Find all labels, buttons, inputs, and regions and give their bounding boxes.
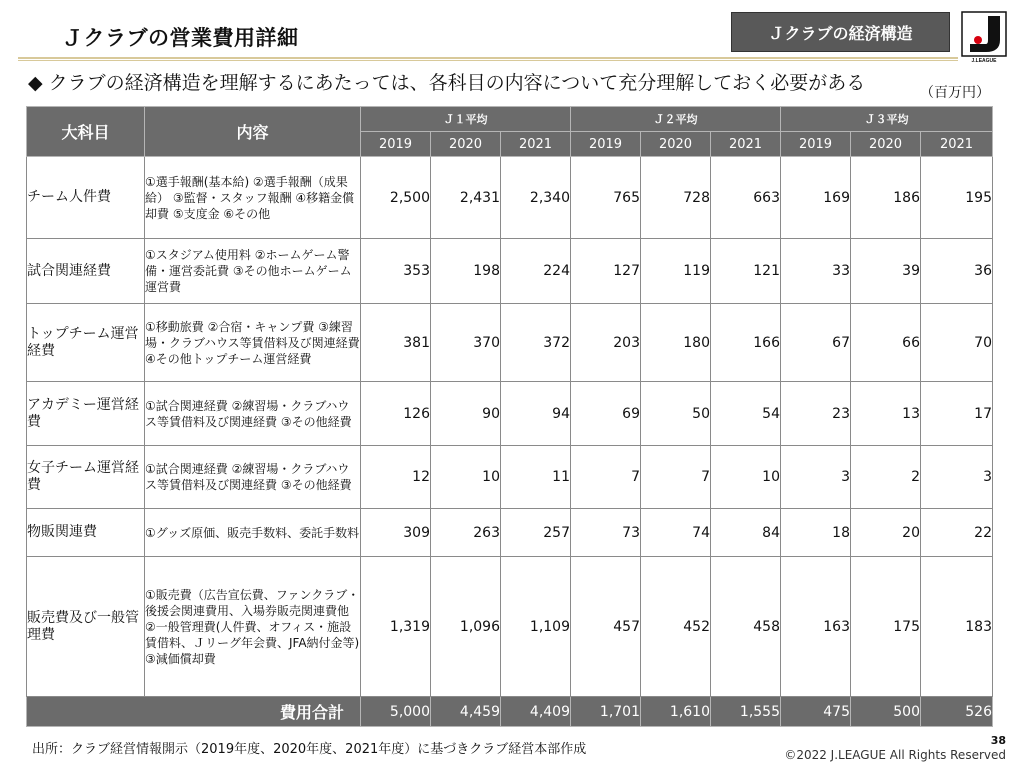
- value-cell: 66: [851, 304, 921, 382]
- value-cell: 166: [711, 304, 781, 382]
- header-year: 2021: [711, 132, 781, 157]
- value-cell: 370: [431, 304, 501, 382]
- value-cell: 33: [781, 239, 851, 304]
- value-cell: 2: [851, 446, 921, 509]
- header-year: 2020: [641, 132, 711, 157]
- value-cell: 195: [921, 157, 993, 239]
- svg-text:J.LEAGUE: J.LEAGUE: [971, 58, 997, 64]
- table-row: [27, 157, 993, 239]
- value-cell: 3: [781, 446, 851, 509]
- total-value-cell: 1,701: [571, 697, 641, 727]
- header-group-j2: Ｊ２平均: [571, 107, 781, 132]
- value-cell: 457: [571, 557, 641, 697]
- value-cell: 186: [851, 157, 921, 239]
- total-value-cell: 1,610: [641, 697, 711, 727]
- value-cell: 381: [361, 304, 431, 382]
- value-cell: 10: [431, 446, 501, 509]
- row-content: ①選手報酬(基本給) ②選手報酬（成果給） ③監督・スタッフ報酬 ④移籍金償却費 ⑤支度金 ⑥その他: [145, 157, 361, 239]
- value-cell: 257: [501, 509, 571, 557]
- source-note: 出所：クラブ経営情報開示（2019年度、2020年度、2021年度）に基づきクラブ経営本部作成: [32, 742, 587, 757]
- jleague-logo-icon: [960, 10, 1008, 64]
- value-cell: 309: [361, 509, 431, 557]
- value-cell: 3: [921, 446, 993, 509]
- copyright-text: ©2022 J.LEAGUE All Rights Reserved: [784, 748, 1006, 762]
- total-label: 費用合計: [27, 697, 361, 727]
- value-cell: 7: [641, 446, 711, 509]
- value-cell: 169: [781, 157, 851, 239]
- table-row: [27, 304, 993, 382]
- row-content: ①スタジアム使用料 ②ホームゲーム警備・運営委託費 ③その他ホームゲーム運営費: [145, 239, 361, 304]
- value-cell: 765: [571, 157, 641, 239]
- value-cell: 728: [641, 157, 711, 239]
- row-category: アカデミー運営経費: [27, 382, 145, 446]
- total-value-cell: 5,000: [361, 697, 431, 727]
- header-group-j3: Ｊ３平均: [781, 107, 993, 132]
- value-cell: 11: [501, 446, 571, 509]
- value-cell: 203: [571, 304, 641, 382]
- value-cell: 119: [641, 239, 711, 304]
- section-badge: Ｊクラブの経済構造: [731, 12, 950, 52]
- total-value-cell: 4,409: [501, 697, 571, 727]
- row-category: 女子チーム運営経費: [27, 446, 145, 509]
- header-content: 内容: [145, 107, 361, 157]
- value-cell: 90: [431, 382, 501, 446]
- total-value-cell: 475: [781, 697, 851, 727]
- value-cell: 1,109: [501, 557, 571, 697]
- header-category: 大科目: [27, 107, 145, 157]
- row-content: ①グッズ原価、販売手数料、委託手数料: [145, 509, 361, 557]
- value-cell: 263: [431, 509, 501, 557]
- value-cell: 20: [851, 509, 921, 557]
- value-cell: 175: [851, 557, 921, 697]
- value-cell: 2,340: [501, 157, 571, 239]
- value-cell: 73: [571, 509, 641, 557]
- header-group-j1: Ｊ１平均: [361, 107, 571, 132]
- title-divider: [18, 57, 958, 59]
- value-cell: 353: [361, 239, 431, 304]
- value-cell: 23: [781, 382, 851, 446]
- value-cell: 67: [781, 304, 851, 382]
- value-cell: 2,431: [431, 157, 501, 239]
- expense-table: [26, 106, 993, 727]
- value-cell: 36: [921, 239, 993, 304]
- value-cell: 1,096: [431, 557, 501, 697]
- total-value-cell: 1,555: [711, 697, 781, 727]
- value-cell: 13: [851, 382, 921, 446]
- row-category: 販売費及び一般管理費: [27, 557, 145, 697]
- value-cell: 17: [921, 382, 993, 446]
- page-title: Ｊクラブの営業費用詳細: [62, 26, 299, 50]
- total-value-cell: 526: [921, 697, 993, 727]
- value-cell: 372: [501, 304, 571, 382]
- header-year: 2019: [781, 132, 851, 157]
- table-row: [27, 382, 993, 446]
- header-year: 2019: [571, 132, 641, 157]
- value-cell: 18: [781, 509, 851, 557]
- table-row: [27, 509, 993, 557]
- row-content: ①試合関連経費 ②練習場・クラブハウス等賃借料及び関連経費 ③その他経費: [145, 382, 361, 446]
- value-cell: 10: [711, 446, 781, 509]
- value-cell: 54: [711, 382, 781, 446]
- value-cell: 183: [921, 557, 993, 697]
- value-cell: 7: [571, 446, 641, 509]
- value-cell: 39: [851, 239, 921, 304]
- total-value-cell: 4,459: [431, 697, 501, 727]
- total-row: [27, 697, 993, 727]
- value-cell: 2,500: [361, 157, 431, 239]
- header-year: 2021: [501, 132, 571, 157]
- value-cell: 121: [711, 239, 781, 304]
- row-content: ①試合関連経費 ②練習場・クラブハウス等賃借料及び関連経費 ③その他経費: [145, 446, 361, 509]
- table-row: [27, 239, 993, 304]
- value-cell: 127: [571, 239, 641, 304]
- value-cell: 458: [711, 557, 781, 697]
- value-cell: 94: [501, 382, 571, 446]
- value-cell: 663: [711, 157, 781, 239]
- row-content: ①販売費（広告宣伝費、ファンクラブ・後援会関連費用、入場券販売関連費他 ②一般管理費(人件費、オフィス・施設賃借料、Ｊリーグ年会費、JFA納付金等) ③減価償却費: [145, 557, 361, 697]
- value-cell: 84: [711, 509, 781, 557]
- page-number: 38: [990, 734, 1006, 747]
- value-cell: 163: [781, 557, 851, 697]
- value-cell: 69: [571, 382, 641, 446]
- value-cell: 126: [361, 382, 431, 446]
- value-cell: 198: [431, 239, 501, 304]
- header-year: 2020: [431, 132, 501, 157]
- row-content: ①移動旅費 ②合宿・キャンプ費 ③練習場・クラブハウス等賃借料及び関連経費 ④その他トップチーム運営経費: [145, 304, 361, 382]
- value-cell: 74: [641, 509, 711, 557]
- value-cell: 12: [361, 446, 431, 509]
- table-row: [27, 557, 993, 697]
- unit-label: （百万円）: [920, 85, 990, 101]
- value-cell: 22: [921, 509, 993, 557]
- value-cell: 50: [641, 382, 711, 446]
- header-year: 2019: [361, 132, 431, 157]
- value-cell: 70: [921, 304, 993, 382]
- header-year: 2020: [851, 132, 921, 157]
- row-category: トップチーム運営経費: [27, 304, 145, 382]
- value-cell: 452: [641, 557, 711, 697]
- value-cell: 180: [641, 304, 711, 382]
- total-value-cell: 500: [851, 697, 921, 727]
- row-category: チーム人件費: [27, 157, 145, 239]
- row-category: 物販関連費: [27, 509, 145, 557]
- value-cell: 224: [501, 239, 571, 304]
- row-category: 試合関連経費: [27, 239, 145, 304]
- header-year: 2021: [921, 132, 993, 157]
- value-cell: 1,319: [361, 557, 431, 697]
- subtitle-note: ◆ クラブの経済構造を理解するにあたっては、各科目の内容について充分理解しておく必要がある: [28, 72, 866, 94]
- title-divider-secondary: [18, 60, 958, 61]
- table-row: [27, 446, 993, 509]
